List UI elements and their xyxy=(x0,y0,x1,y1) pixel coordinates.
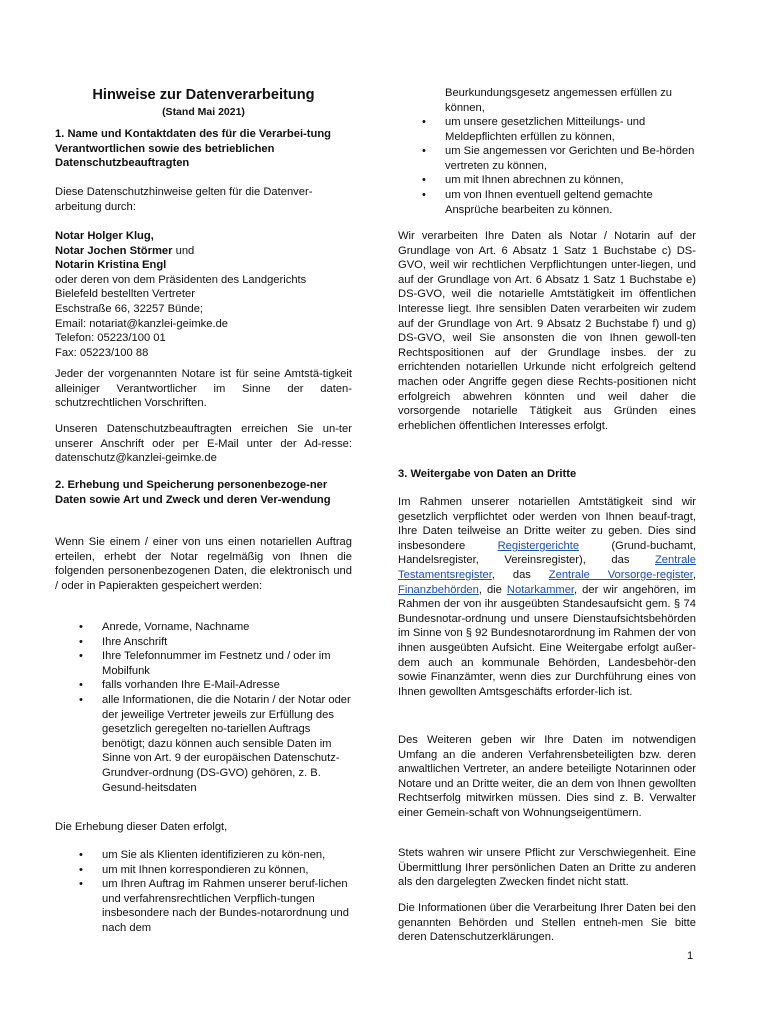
notary-name-1: Notar Holger Klug, xyxy=(55,230,154,242)
section-3-paragraph-1 xyxy=(398,495,696,699)
controller-block xyxy=(55,229,352,360)
list-item: • um Sie als Klienten identifizieren zu kön-nen, xyxy=(55,848,354,863)
section-2-heading: 2. Erhebung und Speicherung personenbezoge-ner Daten sowie Art und Zweck und deren Ver-wendung xyxy=(55,479,331,506)
and-word: und xyxy=(172,244,195,257)
page-subtitle: (Stand Mai 2021) xyxy=(162,106,245,118)
notary-name-3: Notarin Kristina Engl xyxy=(55,259,167,272)
list-item: • Ihre Anschrift xyxy=(55,635,354,650)
text-run: , das xyxy=(491,568,549,581)
section-3-paragraph-3: Stets wahren wir unsere Pflicht zur Verschwiegenheit. Eine Übermittlung Ihrer persönlichen Daten an Dritte zu anderen als den dargelegten Zwecken findet nicht statt. xyxy=(398,847,696,889)
text-run: , der wir angehören, im Rahmen der von ihr ausgeübten Standesaufsicht gem. § 74 Bundesnotar-ordnung und unsere Dienstaufsichtsbehörden im Sinne von § 92 Bundesnotarordnung im Rahmen der von ihnen ausgeübten Aufsicht. Eine Weitergabe erfolgt außer-dem auch an kommunale Behörden, Landesbehör-den sowie Finanzämter, wenn dies zur Durchführung eines von Ihnen gewollten Amtsgeschäfts erforder-lich ist. xyxy=(398,583,696,698)
section-1-intro: Diese Datenschutzhinweise gelten für die Datenver-arbeitung durch: xyxy=(55,186,313,213)
section-1-heading: 1. Name und Kontaktdaten des für die Verarbei-tung Verantwortlichen sowie des betrieblichen Datenschutzbeauftragten xyxy=(55,128,332,170)
link-registergerichte[interactable]: Registergerichte xyxy=(497,539,580,552)
link-notarkammer[interactable]: Notarkammer xyxy=(506,583,575,596)
link-finanzbehoerden[interactable]: Finanzbehörden xyxy=(398,583,479,596)
link-zentrale-testamentsregister[interactable]: Zentrale Testamentsregister xyxy=(398,554,696,581)
purpose-list xyxy=(55,848,354,936)
address-line-2: Bielefeld bestellten Vertreter xyxy=(55,288,195,301)
link-zentrale-vorsorgeregister[interactable]: Zentrale Vorsorge-register xyxy=(548,568,693,581)
collection-paragraph: Die Erhebung dieser Daten erfolgt, xyxy=(55,821,228,833)
page-title: Hinweise zur Datenverarbeitung xyxy=(92,87,315,103)
list-continuation: Beurkundungsgesetz angemessen erfüllen zu können, xyxy=(445,87,673,114)
section-3-heading: 3. Weitergabe von Daten an Dritte xyxy=(398,468,577,480)
list-item: • um von Ihnen eventuell geltend gemachte Ansprüche bearbeiten zu können. xyxy=(398,188,696,217)
responsibility-paragraph: Jeder der vorgenannten Notare ist für seine Amtstä-tigkeit alleiniger Verantwortlicher im Sinne der daten-schutzrechtlichen Vorschriften. xyxy=(55,368,352,410)
text-run: , xyxy=(692,568,696,581)
legal-basis-paragraph: Wir verarbeiten Ihre Daten als Notar / Notarin auf der Grundlage von Art. 6 Absatz 1 Satz 1 Buchstabe c) DS-GVO, weil wir rechtlichen Verpflichtungen unter-liegen, und auf der Grundlage von Art. 6 Absatz 1 Satz 1 Buchstabe e) DS-GVO, weil die notarielle Amtstätigkeit im öffentlichen Interesse liegt. Ihre sensiblen Daten verarbeiten wir zudem auf der Grundlage von Art. 9 Absatz 2 Buchstabe f) und g) DS-GVO, weil Sie ansonsten die von Ihnen gewoll-ten Rechtspositionen auf der Grundlage insbes. der zu errichtenden notariellen Urkunde nicht erfolgreich geltend machen oder Angriffe gegen diese Rechts-positionen nicht erfolgreich abwehren könnten und weil daher die vorsorgende notarielle Tätigkeit aus Gründen eines erheblichen öffentlichen Interesses erfolgt. xyxy=(398,230,696,432)
list-item: • um Sie angemessen vor Gerichten und Be-hörden vertreten zu können, xyxy=(398,144,696,173)
text-run: (Grund-buchamt, Handelsregister, Vereinsregister), das xyxy=(398,539,696,567)
list-item: • um Ihren Auftrag im Rahmen unserer beruf-lichen und verfahrensrechtlichen Verpflich-tungen insbesondere nach der Bundes-notarordnung und nach dem xyxy=(55,877,354,935)
page-number: 1 xyxy=(687,950,694,962)
section-3-paragraph-4: Die Informationen über die Verarbeitung Ihrer Daten bei den genannten Behörden und Stellen entneh-men Sie bitte deren Datenschutzerklärungen. xyxy=(398,902,696,944)
notary-name-2: Notar Jochen Störmer xyxy=(55,244,173,257)
text-run: Im Rahmen unserer notariellen Amtstätigkeit sind wir gesetzlich verpflichtet oder werden von Ihnen beauf-tragt, Ihre Daten teilweise an Dritte weiter zu geben. Dies sind insbesondere xyxy=(398,496,696,552)
dpo-paragraph: Unseren Datenschutzbeauftragten erreichen Sie un-ter unserer Anschrift oder per E-Mail unter der Ad-resse: datenschutz@kanzlei-geimke.de xyxy=(55,423,352,465)
list-item: • alle Informationen, die die Notarin / der Notar oder der jeweilige Vertreter jeweils zur Erfüllung des gesetzlich geregelten no-tariellen Auftrags benötigt; dazu können auch sensible Daten im Sinne von Art. 9 der europäischen Datenschutz-Grundver-ordnung (DS-GVO) gehören, z. B. Gesund-heitsdaten xyxy=(55,693,354,795)
list-item: • Anrede, Vorname, Nachname xyxy=(55,620,354,635)
address-line-1: oder deren von dem Präsidenten des Landgerichts xyxy=(55,273,307,286)
text-run: , die xyxy=(478,583,507,596)
list-item: • falls vorhanden Ihre E-Mail-Adresse xyxy=(55,678,354,693)
section-3-paragraph-2: Des Weiteren geben wir Ihre Daten im notwendigen Umfang an die anderen Verfahrensbeteiligten bzw. deren anwaltlichen Vertreter, an andere beteiligte Notarinnen oder Notare und an Dritte weiter, die an dem von Ihnen gewollten Rechtserfolg mitwirken müssen. Dies sind z. B. Verwalter einer Gemein-schaft von Wohnungseigentümern. xyxy=(398,734,696,819)
list-item: • um mit Ihnen abrechnen zu können, xyxy=(398,173,696,188)
list-item: • um mit Ihnen korrespondieren zu können, xyxy=(55,863,354,878)
purpose-list-continued xyxy=(398,115,696,217)
list-item: • um unsere gesetzlichen Mitteilungs- und Meldepflichten erfüllen zu können, xyxy=(398,115,696,144)
list-item: • Ihre Telefonnummer im Festnetz und / oder im Mobilfunk xyxy=(55,649,354,678)
address-line-3: Eschstraße 66, 32257 Bünde; xyxy=(55,302,204,315)
notary-name-2-line xyxy=(55,244,352,259)
data-list xyxy=(55,620,354,795)
email-line: Email: notariat@kanzlei-geimke.de xyxy=(55,317,229,330)
fax-line: Fax: 05223/100 88 xyxy=(55,346,149,359)
phone-line: Telefon: 05223/100 01 xyxy=(55,332,166,345)
section-2-intro: Wenn Sie einem / einer von uns einen notariellen Auftrag erteilen, erhebt der Notar regelmäßig von Ihnen die folgenden personenbezogenen Daten, die elektronisch und / oder in Papierakten gespeichert werden: xyxy=(55,536,352,592)
